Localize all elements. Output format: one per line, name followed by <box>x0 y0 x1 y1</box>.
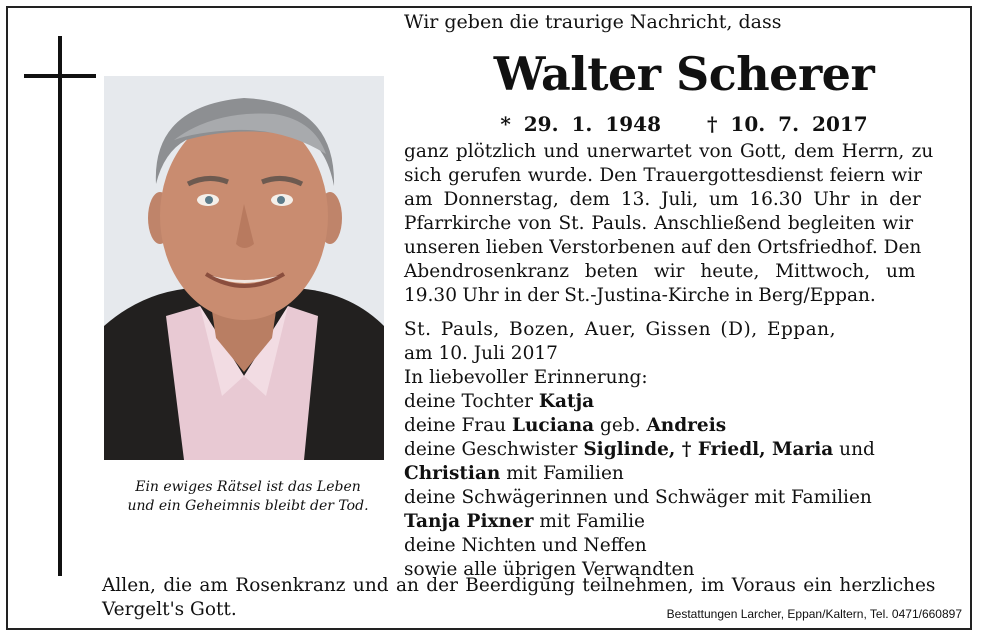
body-line: 19.30 Uhr in der St.-Justina-Kirche in Berg/Eppan. <box>404 285 876 306</box>
caption-line-2: und ein Geheimnis bleibt der Tod. <box>127 498 369 514</box>
mourner-tanja: Tanja Pixner mit Familie <box>404 511 646 532</box>
closing-line: Vergelt's Gott. <box>102 599 237 620</box>
cross-icon-vertical <box>58 36 62 576</box>
caption-line-1: Ein ewiges Rätsel ist das Leben <box>135 479 361 495</box>
body-line: unseren lieben Verstorbenen auf den Ortsfriedhof. Den <box>404 237 922 258</box>
deceased-name: Walter Scherer <box>493 47 875 101</box>
body-line: Pfarrkirche von St. Pauls. Anschließend begleiten wir <box>404 213 914 234</box>
life-dates <box>404 110 964 138</box>
mourner-daughter: deine Tochter Katja <box>404 391 595 412</box>
portrait-photo <box>104 76 384 460</box>
body-line: ganz plötzlich und unerwartet von Gott, dem Herrn, zu <box>404 141 934 162</box>
body-line: am Donnerstag, dem 13. Juli, um 16.30 Uhr in der <box>404 189 921 210</box>
date-line: am 10. Juli 2017 <box>404 343 558 364</box>
body-line: sich gerufen wurde. Den Trauergottesdienst feiern wir <box>404 165 922 186</box>
undertaker-credit: Bestattungen Larcher, Eppan/Kaltern, Tel. 0471/660897 <box>666 607 962 621</box>
death-date: † 10. 7. 2017 <box>707 112 868 136</box>
mourner-inlaws: deine Schwägerinnen und Schwäger mit Familien <box>404 487 872 508</box>
birth-date: * 29. 1. 1948 <box>500 112 661 136</box>
body-line: Abendrosenkranz beten wir heute, Mittwoch, um <box>404 261 916 282</box>
mourner-siblings: deine Geschwister Siglinde, † Friedl, Maria und <box>404 439 875 460</box>
place-and-date <box>404 318 960 366</box>
funeral-announcement-text <box>404 140 960 308</box>
closing-line: Allen, die am Rosenkranz und an der Beerdigung teilnehmen, im Voraus ein herzliches <box>102 575 936 596</box>
mourner-wife: deine Frau Luciana geb. Andreis <box>404 415 727 436</box>
mourners-list <box>404 366 960 582</box>
announcement-intro: Wir geben die traurige Nachricht, dass <box>404 11 782 33</box>
mourner-relatives: sowie alle übrigen Verwandten <box>404 559 695 580</box>
memory-intro: In liebevoller Erinnerung: <box>404 367 648 388</box>
portrait-illustration <box>104 76 384 460</box>
places-line: St. Pauls, Bozen, Auer, Gissen (D), Eppan, <box>404 319 836 340</box>
mourner-siblings-cont: Christian mit Familien <box>404 463 624 484</box>
mourner-nieces: deine Nichten und Neffen <box>404 535 647 556</box>
cross-icon-horizontal <box>24 74 96 78</box>
quote-caption <box>108 478 388 516</box>
